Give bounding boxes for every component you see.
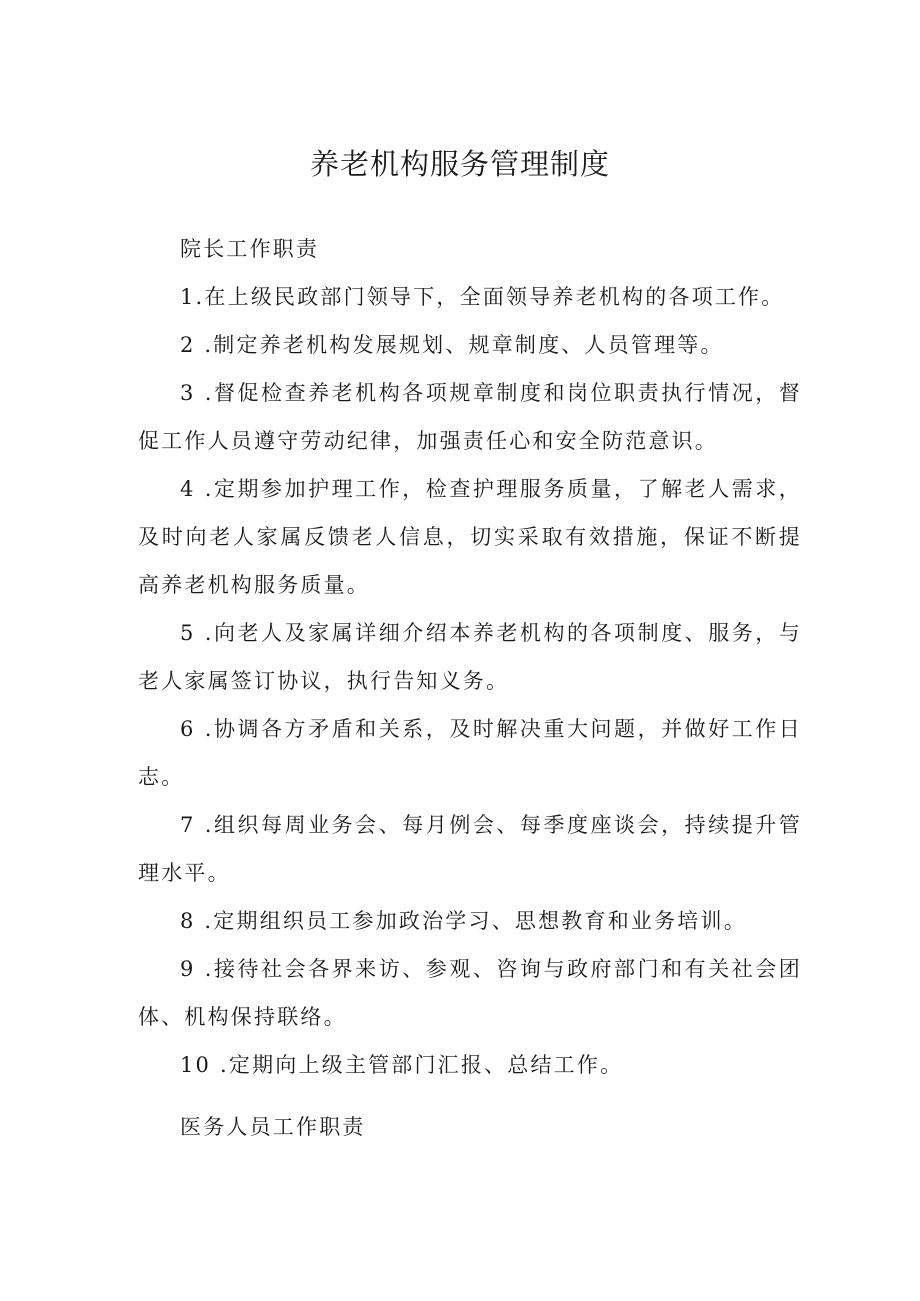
section-heading-director: 院长工作职责: [180, 237, 320, 261]
duty-item-6: 6 .协调各方矛盾和关系，及时解决重大问题，并做好工作日志。: [138, 717, 802, 789]
duty-item-1: 1.在上级民政部门领导下，全面领导养老机构的各项工作。: [180, 285, 785, 309]
duty-item-5: 5 .向老人及家属详细介绍本养老机构的各项制度、服务，与老人家属签订协议，执行告知义务。: [138, 621, 802, 693]
duty-item-7: 7 .组织每周业务会、每月例会、每季度座谈会，持续提升管理水平。: [138, 813, 802, 885]
section-spacer: [138, 1089, 802, 1103]
document-title: 养老机构服务管理制度: [309, 147, 610, 181]
duty-item-9: 9 .接待社会各界来访、参观、咨询与政府部门和有关社会团体、机构保持联络。: [138, 957, 802, 1029]
duty-item-10: 10 .定期向上级主管部门汇报、总结工作。: [180, 1053, 624, 1077]
duty-item-2: 2 .制定养老机构发展规划、规章制度、人员管理等。: [180, 333, 724, 357]
document-body: [138, 225, 802, 1151]
duty-item-4: 4 .定期参加护理工作，检查护理服务质量，了解老人需求，及时向老人家属反馈老人信息，切实采取有效措施，保证不断提高养老机构服务质量。: [138, 477, 802, 597]
duty-item-8: 8 .定期组织员工参加政治学习、思想教育和业务培训。: [180, 909, 747, 933]
duty-item-3: 3 .督促检查养老机构各项规章制度和岗位职责执行情况，督促工作人员遵守劳动纪律，加强责任心和安全防范意识。: [138, 381, 802, 453]
section-heading-medical: 医务人员工作职责: [180, 1115, 366, 1139]
